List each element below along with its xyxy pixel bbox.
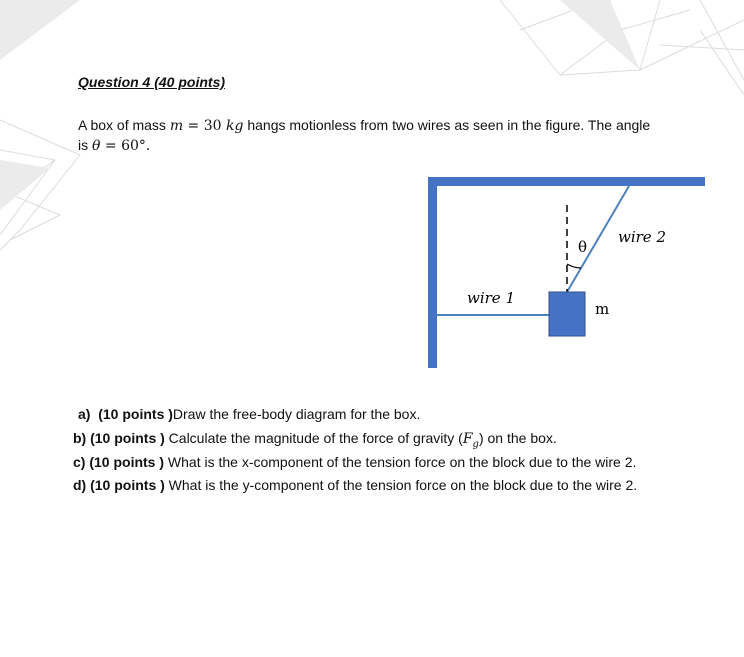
angle-value: = 60°.: [100, 138, 151, 154]
question-d-points: (10 points ): [90, 477, 165, 493]
question-c-text: What is the x-component of the tension force on the block due to the wire 2.: [164, 454, 637, 470]
question-a: [78, 406, 420, 422]
question-b-text-after: ) on the box.: [478, 430, 557, 446]
wire-2-label: wire 2: [618, 228, 666, 246]
wire-1-label: wire 1: [467, 289, 515, 307]
mass-unit: kg: [226, 118, 244, 134]
mass-symbol: m: [169, 118, 184, 134]
question-b-text-before: Calculate the magnitude of the force of gravity (: [164, 430, 463, 446]
mass-label: m: [595, 300, 610, 318]
angle-symbol: θ: [92, 138, 101, 154]
question-c-points: (10 points ): [89, 454, 165, 470]
mass-value: = 30: [183, 118, 227, 134]
intro-text-2: hangs motionless from two wires as seen in the figure. The angle: [243, 117, 651, 133]
question-heading: Question 4 (40 points): [78, 74, 226, 90]
wall-support: [428, 177, 437, 368]
question-b-points: (10 points ): [90, 430, 165, 446]
ceiling-support: [428, 177, 705, 186]
question-a-letter: a): [78, 406, 91, 422]
theta-label: θ: [578, 238, 588, 256]
question-a-text: Draw the free-body diagram for the box.: [172, 406, 421, 422]
question-a-points: (10 points ): [98, 406, 173, 422]
question-d-text: What is the y-component of the tension force on the block due to the wire 2.: [164, 477, 638, 493]
question-b: [73, 430, 557, 450]
question-c: [73, 454, 636, 470]
angle-arc: [567, 264, 581, 268]
question-c-letter: c): [73, 454, 86, 470]
intro-text-1: A box of mass: [78, 117, 170, 133]
intro-text-3: is: [78, 137, 92, 153]
question-b-letter: b): [73, 430, 87, 446]
question-d-letter: d): [73, 477, 87, 493]
force-subscript: g: [472, 438, 479, 450]
force-symbol: F: [462, 431, 473, 447]
question-d: [73, 477, 637, 493]
mass-box: [549, 292, 585, 336]
